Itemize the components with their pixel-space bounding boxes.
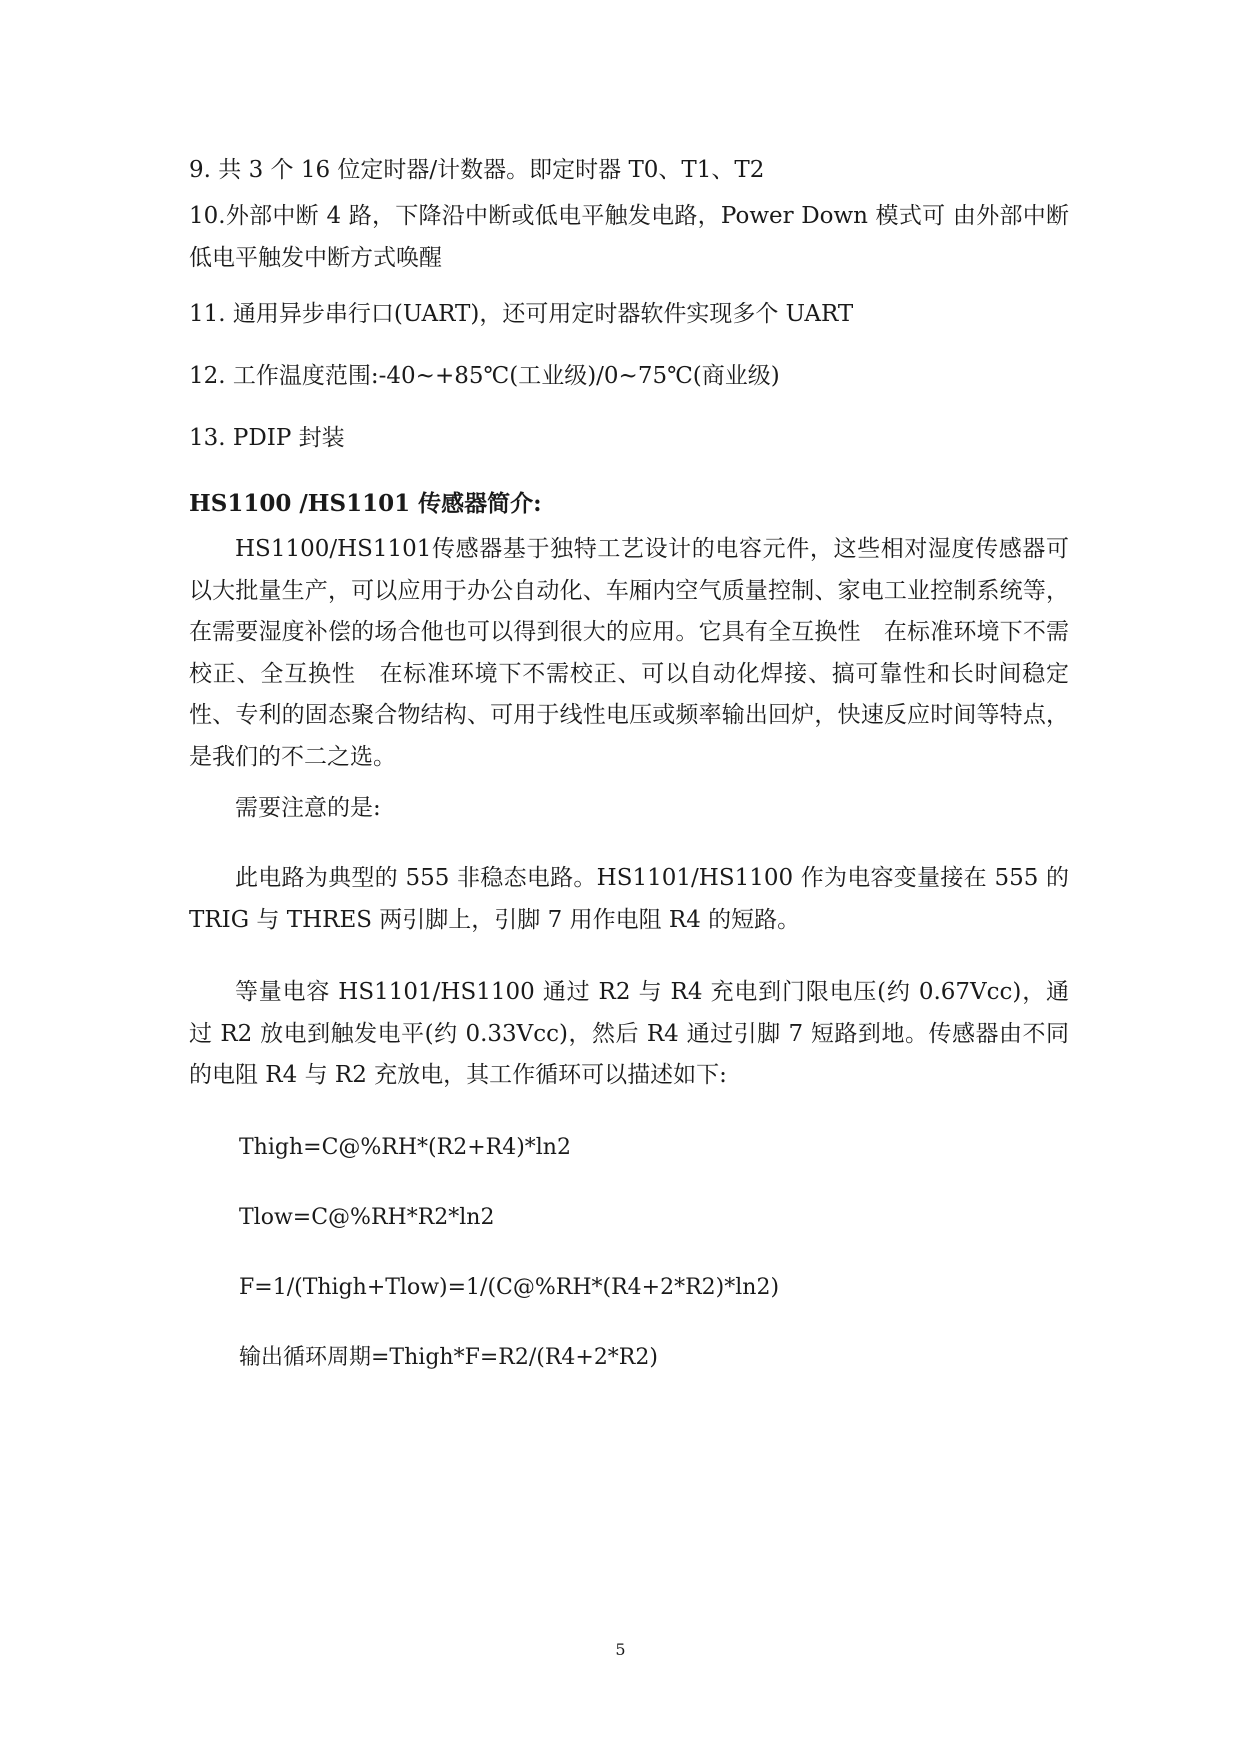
- page-number: 5: [615, 1640, 626, 1659]
- note-label: 需要注意的是:: [235, 795, 381, 821]
- intro-paragraph: HS1100/HS1101传感器基于独特工艺设计的电容元件，这些相对湿度传感器可以大批量生产，可以应用于办公自动化、车厢内空气质量控制、家电工业控制系统等，在需要湿度补偿的场合他也可以得到很大的应用。它具有全互换性 在标准环境下不需校正、全互换性 在标准环境下不需校正、可以自动化焊接、搞可靠性和长时间稳定性、专利的固态聚合物结构、可用于线性电压或频率输出回炉，快速反应时间等特点，是我们的不二之选。: [189, 536, 1069, 770]
- section-heading: HS1100 /HS1101 传感器简介:: [189, 490, 542, 517]
- formula-duty-cycle: 输出循环周期=Thigh*F=R2/(R4+2*R2): [239, 1345, 658, 1370]
- list-item-external-interrupts: 10.外部中断 4 路，下降沿中断或低电平触发电路，Power Down 模式可 由外部中断低电平触发中断方式唤醒: [189, 203, 1069, 271]
- formula-frequency: F=1/(Thigh+Tlow)=1/(C@%RH*(R4+2*R2)*ln2): [239, 1275, 780, 1300]
- circuit-paragraph: 此电路为典型的 555 非稳态电路。HS1101/HS1100 作为电容变量接在 555 的 TRIG 与 THRES 两引脚上，引脚 7 用作电阻 R4 的短路。: [189, 865, 1069, 933]
- charge-paragraph: 等量电容 HS1101/HS1100 通过 R2 与 R4 充电到门限电压(约 0.67Vcc)，通过 R2 放电到触发电平(约 0.33Vcc)，然后 R4 通过引脚 7 短路到地。传感器由不同的电阻 R4 与 R2 充放电，其工作循环可以描述如下:: [189, 979, 1069, 1088]
- formula-tlow: Tlow=C@%RH*R2*ln2: [239, 1205, 495, 1230]
- list-item-package: 13. PDIP 封装: [189, 425, 345, 451]
- list-item-timers: 9. 共 3 个 16 位定时器/计数器。即定时器 T0、T1、T2: [189, 157, 765, 183]
- list-item-temperature-range: 12. 工作温度范围:-40~+85℃(工业级)/0~75℃(商业级): [189, 363, 780, 389]
- formula-thigh: Thigh=C@%RH*(R2+R4)*ln2: [239, 1135, 571, 1160]
- list-item-uart: 11. 通用异步串行口(UART)，还可用定时器软件实现多个 UART: [189, 301, 854, 327]
